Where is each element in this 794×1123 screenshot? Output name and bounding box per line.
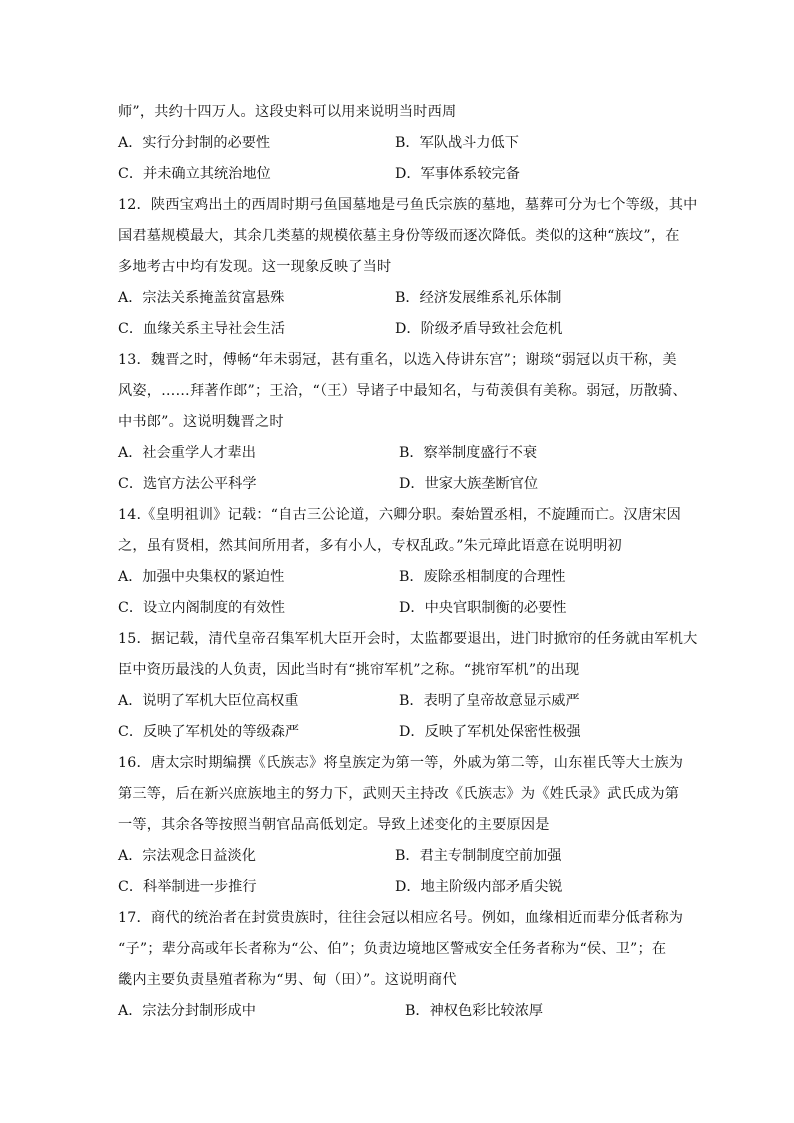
q16-stem-line: 第三等，后在新兴庶族地主的努力下，武则天主持改《氏族志》为《姓氏录》武氏成为第: [118, 786, 680, 802]
q16-option-c: C．科举制进一步推行: [118, 879, 257, 895]
q11-stem-tail: 师”，共约十四万人。这段史料可以用来说明当时西周: [118, 104, 457, 120]
q15-option-d: D．反映了军机处保密性极强: [399, 724, 581, 740]
q12-option-d: D．阶级矛盾导致社会危机: [395, 321, 563, 337]
q13-option-d: D．世家大族垄断官位: [399, 476, 539, 492]
q12-stem-line: 12．陕西宝鸡出土的西周时期弓鱼国墓地是弓鱼氏宗族的墓地，墓葬可分为七个等级，其中: [118, 197, 698, 213]
q12-option-a: A．宗法关系掩盖贫富悬殊: [118, 290, 285, 306]
q12-option-c: C．血缘关系主导社会生活: [118, 321, 285, 337]
q12-stem-line: 国君墓规模最大，其余几类墓的规模依墓主身份等级而逐次降低。类似的这种“族坟”，在: [118, 228, 680, 244]
q14-option-d: D．中央官职制衡的必要性: [399, 600, 567, 616]
q11-option-d: D．军事体系较完备: [395, 166, 520, 182]
q16-option-b: B．君主专制制度空前加强: [395, 848, 562, 864]
q11-option-a: A．实行分封制的必要性: [118, 135, 271, 151]
q15-stem-line: 15．据记载，清代皇帝召集军机大臣开会时，太监都要退出，进门时掀帘的任务就由军机大: [118, 631, 698, 647]
q14-stem-line: 14.《皇明祖训》记载：“自古三公论道，六卿分职。秦始置丞相，不旋踵而亡。汉唐宋因: [118, 507, 681, 523]
q17-option-b: B．神权色彩比较浓厚: [405, 1003, 544, 1019]
q16-stem-line: 一等，其余各等按照当朝官品高低划定。导致上述变化的主要原因是: [118, 817, 550, 833]
q13-stem-line: 风姿，……拜著作郎”；王洽，“（王）导诸子中最知名，与荀羡俱有美称。弱冠，历散骑、: [118, 383, 687, 399]
q13-option-b: B．察举制度盛行不衰: [399, 445, 538, 461]
q13-stem-line: 13．魏晋之时，傅畅“年未弱冠，甚有重名，以选入侍讲东宫”；谢琰“弱冠以贞干称，美: [118, 352, 677, 368]
q16-option-d: D．地主阶级内部矛盾尖锐: [395, 879, 563, 895]
q14-option-c: C．设立内阁制度的有效性: [118, 600, 285, 616]
q11-option-c: C．并未确立其统治地位: [118, 166, 271, 182]
q15-option-a: A．说明了军机大臣位高权重: [118, 693, 299, 709]
q16-option-a: A．宗法观念日益淡化: [118, 848, 256, 864]
q12-option-b: B．经济发展维系礼乐体制: [395, 290, 562, 306]
q14-option-b: B．废除丞相制度的合理性: [399, 569, 566, 585]
q15-option-c: C．反映了军机处的等级森严: [118, 724, 300, 740]
q15-stem-line: 臣中资历最浅的人负责，因此当时有“挑帘军机”之称。“挑帘军机”的出现: [118, 662, 580, 678]
q14-option-a: A．加强中央集权的紧迫性: [118, 569, 285, 585]
q12-stem-line: 多地考古中均有发现。这一现象反映了当时: [118, 259, 392, 275]
q13-stem-line: 中书郎”。这说明魏晋之时: [118, 414, 284, 430]
q11-option-b: B．军队战斗力低下: [395, 135, 519, 151]
q13-option-c: C．选官方法公平科学: [118, 476, 257, 492]
q16-stem-line: 16．唐太宗时期编撰《氏族志》将皇族定为第一等，外戚为第二等，山东崔氏等大士族为: [118, 755, 684, 771]
q15-option-b: B．表明了皇帝故意显示威严: [399, 693, 580, 709]
q17-stem-line: “子”；辈分高或年长者称为“公、伯”；负责边境地区警戒安全任务者称为“侯、卫”；在: [118, 941, 667, 957]
q13-option-a: A．社会重学人才辈出: [118, 445, 256, 461]
q14-stem-line: 之，虽有贤相，然其间所用者，多有小人，专权乱政。”朱元璋此语意在说明明初: [118, 538, 622, 554]
q17-stem-line: 畿内主要负责垦殖者称为“男、甸（田）”。这说明商代: [118, 972, 457, 988]
q17-option-a: A．宗法分封制形成中: [118, 1003, 256, 1019]
q17-stem-line: 17．商代的统治者在封赏贵族时，往往会冠以相应名号。例如，血缘相近而辈分低者称为: [118, 910, 684, 926]
